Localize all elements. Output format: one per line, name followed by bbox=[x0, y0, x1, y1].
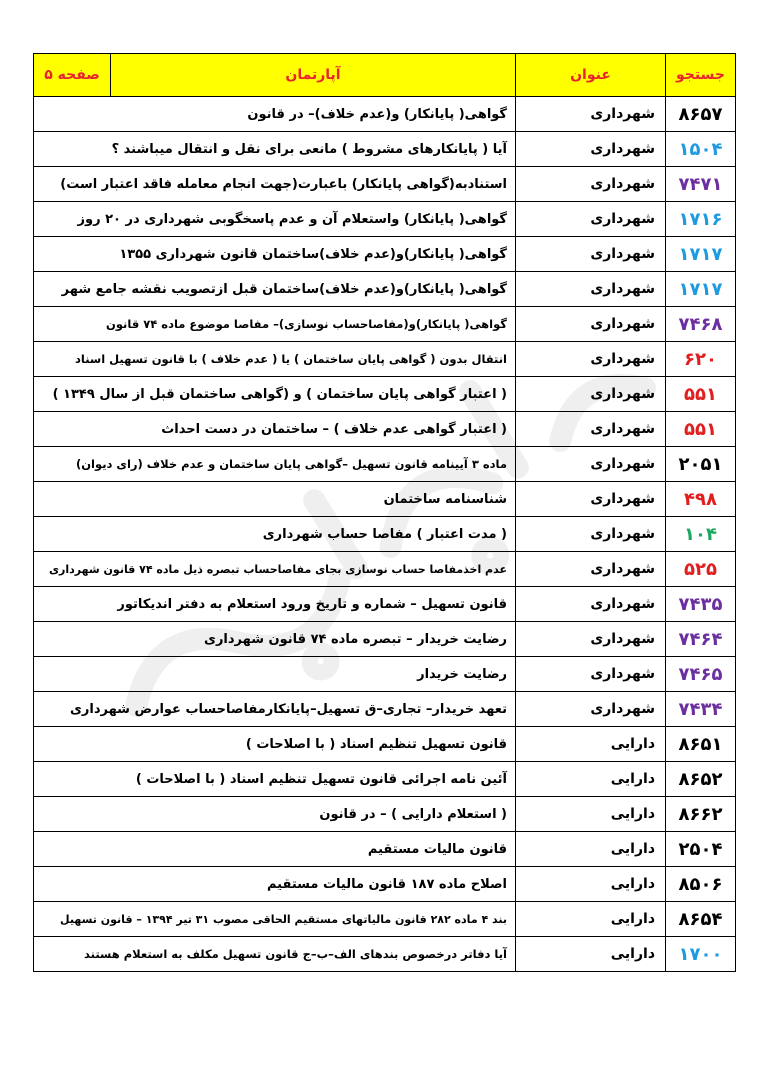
table-row[interactable] bbox=[34, 97, 736, 132]
row-category: شهرداری bbox=[516, 657, 666, 692]
table-row[interactable] bbox=[34, 937, 736, 972]
row-code[interactable]: ۷۴۷۱ bbox=[666, 167, 736, 202]
title-header: عنوان bbox=[516, 54, 666, 97]
row-code[interactable]: ۷۴۶۵ bbox=[666, 657, 736, 692]
row-code[interactable]: ۷۴۳۴ bbox=[666, 692, 736, 727]
row-description[interactable]: گواهی( پایانکار)و(مفاصاحساب نوسازی)– مفاصا موضوع ماده ۷۴ قانون bbox=[34, 307, 516, 342]
row-category: شهرداری bbox=[516, 692, 666, 727]
row-description[interactable]: اصلاح ماده ۱۸۷ قانون مالیات مستقیم bbox=[34, 867, 516, 902]
row-description[interactable]: رضایت خریدار – تبصره ماده ۷۴ قانون شهرداری bbox=[34, 622, 516, 657]
table-row[interactable] bbox=[34, 447, 736, 482]
row-description[interactable]: ماده ۳ آیینامه قانون تسهیل –گواهی پایان ساختمان و عدم خلاف (رای دیوان) bbox=[34, 447, 516, 482]
row-code[interactable]: ۵۵۱ bbox=[666, 412, 736, 447]
row-description[interactable]: ( مدت اعتبار ) مفاصا حساب شهرداری bbox=[34, 517, 516, 552]
row-description[interactable]: ( اعتبار گواهی عدم خلاف ) – ساختمان در دست احداث bbox=[34, 412, 516, 447]
row-category: شهرداری bbox=[516, 482, 666, 517]
table-row[interactable] bbox=[34, 552, 736, 587]
table-row[interactable] bbox=[34, 167, 736, 202]
row-code[interactable]: ۷۴۶۸ bbox=[666, 307, 736, 342]
row-code[interactable]: ۲۰۵۱ bbox=[666, 447, 736, 482]
page-label: صفحه ۵ bbox=[34, 54, 111, 97]
row-code[interactable]: ۲۵۰۴ bbox=[666, 832, 736, 867]
index-table bbox=[33, 53, 736, 972]
row-description[interactable]: ( اعتبار گواهی پایان ساختمان ) و (گواهی ساختمان قبل از سال ۱۳۴۹ ) bbox=[34, 377, 516, 412]
row-category: دارایی bbox=[516, 727, 666, 762]
row-code[interactable]: ۸۶۵۴ bbox=[666, 902, 736, 937]
table-row[interactable] bbox=[34, 377, 736, 412]
table-body bbox=[34, 97, 736, 972]
table-row[interactable] bbox=[34, 832, 736, 867]
apartment-header: آپارتمان bbox=[111, 54, 516, 97]
row-category: شهرداری bbox=[516, 447, 666, 482]
row-description[interactable]: عدم اخذمفاصا حساب نوسازی بجای مفاصاحساب تبصره ذیل ماده ۷۴ قانون شهرداری bbox=[34, 552, 516, 587]
row-code[interactable]: ۸۶۵۱ bbox=[666, 727, 736, 762]
row-code[interactable]: ۱۷۱۷ bbox=[666, 237, 736, 272]
table-row[interactable] bbox=[34, 307, 736, 342]
row-category: شهرداری bbox=[516, 517, 666, 552]
row-description[interactable]: قانون تسهیل تنظیم اسناد ( با اصلاحات ) bbox=[34, 727, 516, 762]
row-code[interactable]: ۸۶۵۷ bbox=[666, 97, 736, 132]
row-code[interactable]: ۱۷۱۷ bbox=[666, 272, 736, 307]
table-row[interactable] bbox=[34, 412, 736, 447]
row-category: شهرداری bbox=[516, 132, 666, 167]
row-description[interactable]: شناسنامه ساختمان bbox=[34, 482, 516, 517]
row-code[interactable]: ۸۵۰۶ bbox=[666, 867, 736, 902]
row-code[interactable]: ۵۲۵ bbox=[666, 552, 736, 587]
row-description[interactable]: بند ۴ ماده ۲۸۲ قانون مالیاتهای مستقیم الحاقی مصوب ۳۱ تیر ۱۳۹۴ – قانون تسهیل bbox=[34, 902, 516, 937]
row-description[interactable]: آیا ( پایانکارهای مشروط ) مانعی برای نقل و انتقال میباشند ؟ bbox=[34, 132, 516, 167]
table-row[interactable] bbox=[34, 342, 736, 377]
table-row[interactable] bbox=[34, 587, 736, 622]
table-row[interactable] bbox=[34, 657, 736, 692]
table-row[interactable] bbox=[34, 797, 736, 832]
row-description[interactable]: استنادبه(گواهی پایانکار) باعبارت(جهت انجام معامله فاقد اعتبار است) bbox=[34, 167, 516, 202]
row-category: شهرداری bbox=[516, 272, 666, 307]
row-code[interactable]: ۸۶۵۲ bbox=[666, 762, 736, 797]
table-row[interactable] bbox=[34, 762, 736, 797]
row-code[interactable]: ۷۴۶۴ bbox=[666, 622, 736, 657]
row-category: دارایی bbox=[516, 902, 666, 937]
row-category: شهرداری bbox=[516, 377, 666, 412]
row-description[interactable]: گواهی( پایانکار) و(عدم خلاف)– در قانون bbox=[34, 97, 516, 132]
row-description[interactable]: رضایت خریدار bbox=[34, 657, 516, 692]
header-row bbox=[34, 54, 736, 97]
row-code[interactable]: ۱۷۰۰ bbox=[666, 937, 736, 972]
row-category: دارایی bbox=[516, 832, 666, 867]
row-category: شهرداری bbox=[516, 167, 666, 202]
row-category: شهرداری bbox=[516, 342, 666, 377]
row-category: شهرداری bbox=[516, 237, 666, 272]
row-description[interactable]: ( استعلام دارایی ) – در قانون bbox=[34, 797, 516, 832]
table-row[interactable] bbox=[34, 202, 736, 237]
row-category: دارایی bbox=[516, 867, 666, 902]
table-row[interactable] bbox=[34, 622, 736, 657]
table-row[interactable] bbox=[34, 727, 736, 762]
row-description[interactable]: گواهی( پایانکار)و(عدم خلاف)ساختمان قبل ازتصویب نقشه جامع شهر bbox=[34, 272, 516, 307]
table-row[interactable] bbox=[34, 272, 736, 307]
row-category: شهرداری bbox=[516, 587, 666, 622]
row-description[interactable]: تعهد خریدار– تجاری–ق تسهیل–پایانکارمفاصاحساب عوارض شهرداری bbox=[34, 692, 516, 727]
row-description[interactable]: گواهی( پایانکار) واستعلام آن و عدم پاسخگوبی شهرداری در ۲۰ روز bbox=[34, 202, 516, 237]
table-row[interactable] bbox=[34, 237, 736, 272]
row-description[interactable]: انتقال بدون ( گواهی پایان ساختمان ) یا ( عدم خلاف ) با قانون تسهیل اسناد bbox=[34, 342, 516, 377]
row-description[interactable]: گواهی( پایانکار)و(عدم خلاف)ساختمان قانون شهرداری ۱۳۵۵ bbox=[34, 237, 516, 272]
row-category: شهرداری bbox=[516, 97, 666, 132]
table-row[interactable] bbox=[34, 867, 736, 902]
row-description[interactable]: قانون مالیات مستقیم bbox=[34, 832, 516, 867]
table-row[interactable] bbox=[34, 902, 736, 937]
row-category: دارایی bbox=[516, 762, 666, 797]
row-code[interactable]: ۴۹۸ bbox=[666, 482, 736, 517]
row-code[interactable]: ۷۴۳۵ bbox=[666, 587, 736, 622]
table-row[interactable] bbox=[34, 517, 736, 552]
row-category: دارایی bbox=[516, 797, 666, 832]
row-code[interactable]: ۶۲۰ bbox=[666, 342, 736, 377]
row-category: شهرداری bbox=[516, 622, 666, 657]
search-header: جستجو bbox=[666, 54, 736, 97]
table-row[interactable] bbox=[34, 482, 736, 517]
row-code[interactable]: ۱۵۰۴ bbox=[666, 132, 736, 167]
row-code[interactable]: ۱۷۱۶ bbox=[666, 202, 736, 237]
row-category: شهرداری bbox=[516, 307, 666, 342]
row-category: شهرداری bbox=[516, 412, 666, 447]
row-code[interactable]: ۱۰۴ bbox=[666, 517, 736, 552]
table-row[interactable] bbox=[34, 132, 736, 167]
table-row[interactable] bbox=[34, 692, 736, 727]
row-code[interactable]: ۵۵۱ bbox=[666, 377, 736, 412]
row-description[interactable]: آیا دفاتر درخصوص بندهای الف–ب–ج قانون تسهیل مکلف به استعلام هستند bbox=[34, 937, 516, 972]
row-code[interactable]: ۸۶۶۲ bbox=[666, 797, 736, 832]
row-category: شهرداری bbox=[516, 202, 666, 237]
row-category: دارایی bbox=[516, 937, 666, 972]
row-description[interactable]: قانون تسهیل – شماره و تاریخ ورود استعلام به دفتر اندیکاتور bbox=[34, 587, 516, 622]
row-category: شهرداری bbox=[516, 552, 666, 587]
row-description[interactable]: آئین نامه اجرائی قانون تسهیل تنظیم اسناد ( با اصلاحات ) bbox=[34, 762, 516, 797]
